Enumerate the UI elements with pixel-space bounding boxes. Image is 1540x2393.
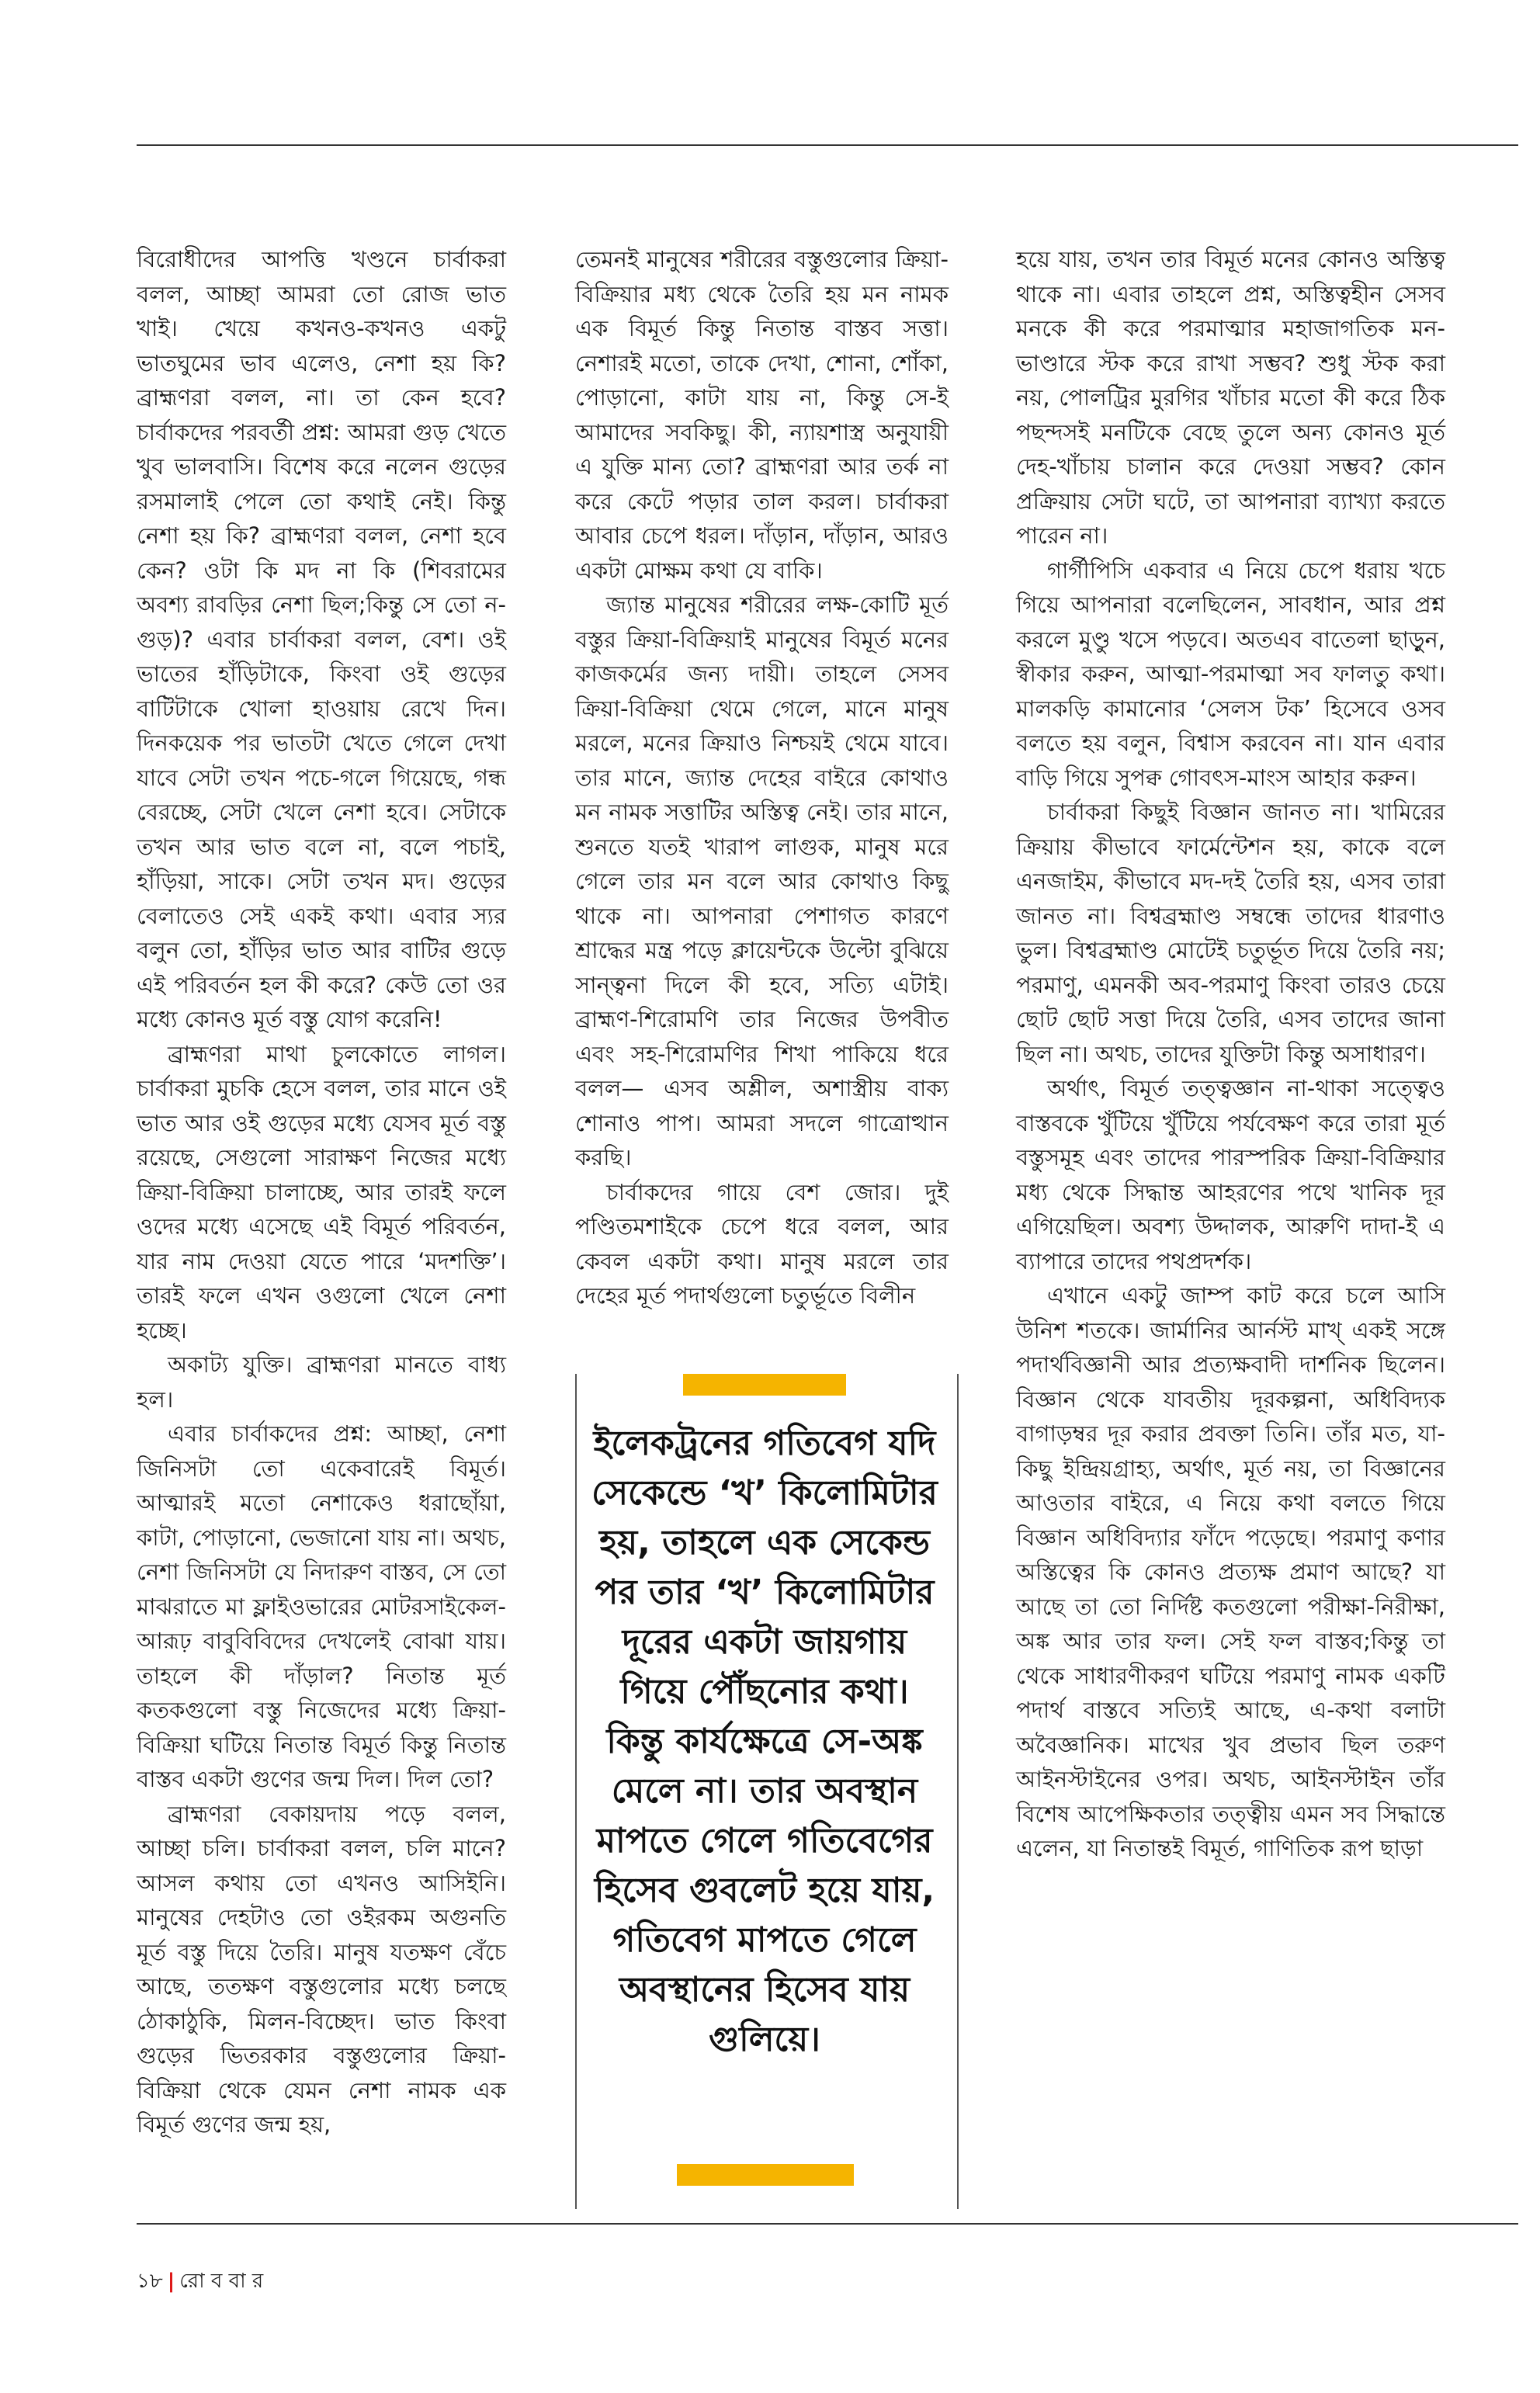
column-divider-right: [957, 1374, 959, 2209]
magazine-name: রো ব বা র: [179, 2270, 264, 2293]
article-column-2: [575, 242, 949, 1313]
page-footer: [137, 2265, 263, 2299]
paragraph: হয়ে যায়, তখন তার বিমূর্ত মনের কোনও অস্তিত্ব থাকে না। এবার তাহলে প্রশ্ন, অস্তিত্বহীন সেসব মনকে কী করে পরমাত্মার মহাজাগতিক মন-ভাণ্ডারে স্টক করে রাখা সম্ভব? শুধু স্টক করা নয়, পোলট্রির মুরগির খাঁচার মতো কী করে ঠিক পছন্দসই মনটিকে বেছে তুলে অন্য কোনও মূর্ত দেহ-খাঁচায় চালান করে দেওয়া সম্ভব? কোন প্রক্রিয়ায় সেটা ঘটে, তা আপনারা ব্যাখ্যা করতে পারেন না।: [1016, 246, 1445, 549]
column-divider-left: [575, 1374, 577, 2209]
paragraph: গার্গীপিসি একবার এ নিয়ে চেপে ধরায় খচে গিয়ে আপনারা বলেছিলেন, সাবধান, আর প্রশ্ন করলে মুণ্ডু খসে পড়বে। অতএব বাতেলা ছাড়ুন, স্বীকার করুন, আত্মা-পরমাত্মা সব ফালতু কথা। মালকড়ি কামানোর ‘সেলস টক’ হিসেবে ওসব বলতে হয় বলুন, বিশ্বাস করবেন না। যান এবার বাড়ি গিয়ে সুপক্ব গোবৎস-মাংস আহার করুন।: [1016, 557, 1445, 791]
paragraph: চার্বাকরা কিছুই বিজ্ঞান জানত না। খামিরের ক্রিয়ায় কীভাবে ফার্মেন্টেশন হয়, কাকে বলে এনজাইম, কীভাবে মদ-দই তৈরি হয়, এসব তারা জানত না। বিশ্বব্রহ্মাণ্ড সম্বন্ধে তাদের ধারণাও ভুল। বিশ্বব্রহ্মাণ্ড মোটেই চতুর্ভূত দিয়ে তৈরি নয়; পরমাণু, এমনকী অব-পরমাণু কিংবা তারও চেয়ে ছোট ছোট সত্তা দিয়ে তৈরি, এসব তাদের জানা ছিল না। অথচ, তাদের যুক্তিটা কিন্তু অসাধারণ।: [1016, 799, 1445, 1067]
pullquote: ইলেকট্রনের গতিবেগ যদি সেকেন্ডে ‘খ’ কিলোমিটার হয়, তাহলে এক সেকেন্ড পর তার ‘খ’ কিলোমিটার দূরের একটা জায়গায় গিয়ে পৌঁছনোর কথা। কিন্তু কার্যক্ষেত্রে সে-অঙ্ক মেলে না। তার অবস্থান মাপতে গেলে গতিবেগের হিসেব গুবলেট হয়ে যায়, গতিবেগ মাপতে গেলে অবস্থানের হিসেব যায় গুলিয়ে।: [591, 1424, 938, 2059]
pullquote-top-accent-bar: [683, 1374, 846, 1396]
paragraph: ব্রাহ্মণরা মাথা চুলকোতে লাগল। চার্বাকরা মুচকি হেসে বলল, তার মানে ওই ভাত আর ওই গুড়ের মধ্যে যেসব মূর্ত বস্তু রয়েছে, সেগুলো সারাক্ষণ নিজের মধ্যে ক্রিয়া-বিক্রিয়া চালাচ্ছে, আর তারই ফলে ওদের মধ্যে এসেছে এই বিমূর্ত পরিবর্তন, যার নাম দেওয়া যেতে পারে ‘মদশক্তি’। তারই ফলে এখন ওগুলো খেলে নেশা হচ্ছে।: [137, 1040, 506, 1344]
paragraph: চার্বাকদের গায়ে বেশ জোর। দুই পণ্ডিতমশাইকে চেপে ধরে বলল, আর কেবল একটা কথা। মানুষ মরলে তার দেহের মূর্ত পদার্থগুলো চতুর্ভূতে বিলীন: [575, 1178, 949, 1309]
bottom-rule: [137, 2223, 1518, 2225]
pullquote-bottom-accent-bar: [677, 2164, 854, 2186]
paragraph: অকাট্য যুক্তি। ব্রাহ্মণরা মানতে বাধ্য হল।: [137, 1351, 506, 1413]
paragraph: এখানে একটু জাম্প কাট করে চলে আসি উনিশ শতকে। জার্মানির আর্নস্ট মাখ্ একই সঙ্গে পদার্থবিজ্ঞানী আর প্রত্যক্ষবাদী দার্শনিক ছিলেন। বিজ্ঞান থেকে যাবতীয় দূরকল্পনা, অধিবিদ্যক বাগাড়ম্বর দূর করার প্রবক্তা তিনি। তাঁর মত, যা-কিছু ইন্দ্রিয়গ্রাহ্য, অর্থাৎ, মূর্ত নয়, তা বিজ্ঞানের আওতার বাইরে, এ নিয়ে কথা বলতে গিয়ে বিজ্ঞান অধিবিদ্যার ফাঁদে পড়েছে। পরমাণু কণার অস্তিত্বের কি কোনও প্রত্যক্ষ প্রমাণ আছে? যা আছে তা তো নির্দিষ্ট কতগুলো পরীক্ষা-নিরীক্ষা, অঙ্ক আর তার ফল। সেই ফল বাস্তব;কিন্তু তা থেকে সাধারণীকরণ ঘটিয়ে পরমাণু নামক একটি পদার্থ বাস্তবে সত্যিই আছে, এ-কথা বলাটা অবৈজ্ঞানিক। মাখের খুব প্রভাব ছিল তরুণ আইনস্টাইনের ওপর। অথচ, আইনস্টাইন তাঁর বিশেষ আপেক্ষিকতার তত্ত্বীয় এমন সব সিদ্ধান্তে এলেন, যা নিতান্তই বিমূর্ত, গাণিতিক রূপ ছাড়া: [1016, 1282, 1445, 1861]
paragraph: ব্রাহ্মণরা বেকায়দায় পড়ে বলল, আচ্ছা চলি। চার্বাকরা বলল, চলি মানে? আসল কথায় তো এখনও আসিইনি। মানুষের দেহটাও তো ওইরকম অগুনতি মূর্ত বস্তু দিয়ে তৈরি। মানুষ যতক্ষণ বেঁচে আছে, ততক্ষণ বস্তুগুলোর মধ্যে চলছে ঠোকাঠুকি, মিলন-বিচ্ছেদ। ভাত কিংবা গুড়ের ভিতরকার বস্তুগুলোর ক্রিয়া-বিক্রিয়া থেকে যেমন নেশা নামক এক বিমূর্ত গুণের জন্ম হয়,: [137, 1800, 506, 2138]
article-column-3: [1016, 242, 1445, 1866]
top-rule: [137, 144, 1518, 146]
paragraph: জ্যান্ত মানুষের শরীরের লক্ষ-কোটি মূর্ত বস্তুর ক্রিয়া-বিক্রিয়াই মানুষের বিমূর্ত মনের কাজকর্মের জন্য দায়ী। তাহলে সেসব ক্রিয়া-বিক্রিয়া থেমে গেলে, মানে মানুষ মরলে, মনের ক্রিয়াও নিশ্চয়ই থেমে যাবে। তার মানে, জ্যান্ত দেহের বাইরে কোথাও মন নামক সত্তাটির অস্তিত্ব নেই। তার মানে, শুনতে যতই খারাপ লাগুক, মানুষ মরে গেলে তার মন বলে আর কোথাও কিছু থাকে না। আপনারা পেশাগত কারণে শ্রাদ্ধের মন্ত্র পড়ে ক্লায়েন্টকে উল্টো বুঝিয়ে সান্ত্বনা দিলে কী হবে, সত্যি এটাই। ব্রাহ্মণ-শিরোমণি তার নিজের উপবীত এবং সহ-শিরোমণির শিখা পাকিয়ে ধরে বলল— এসব অশ্লীল, অশাস্ত্রীয় বাক্য শোনাও পাপ। আমরা সদলে গাত্রোত্থান করছি।: [575, 591, 949, 1170]
article-column-1: [137, 242, 506, 2142]
paragraph: বিরোধীদের আপত্তি খণ্ডনে চার্বাকরা বলল, আচ্ছা আমরা তো রোজ ভাত খাই। খেয়ে কখনও-কখনও একটু ভাতঘুমের ভাব এলেও, নেশা হয় কি? ব্রাহ্মণরা বলল, না। তা কেন হবে? চার্বাকদের পরবর্তী প্রশ্ন: আমরা গুড় খেতে খুব ভালবাসি। বিশেষ করে নলেন গুড়ের রসমালাই পেলে তো কথাই নেই। কিন্তু নেশা হয় কি? ব্রাহ্মণরা বলল, নেশা হবে কেন? ওটা কি মদ না কি (শিবরামের অবশ্য রাবড়ির নেশা ছিল;কিন্তু সে তো ন-গুড়)? এবার চার্বাকরা বলল, বেশ। ওই ভাতের হাঁড়িটাকে, কিংবা ওই গুড়ের বাটিটাকে খোলা হাওয়ায় রেখে দিন। দিনকয়েক পর ভাতটা খেতে গেলে দেখা যাবে সেটা তখন পচে-গলে গিয়েছে, গন্ধ বেরচ্ছে, সেটা খেলে নেশা হবে। সেটাকে তখন আর ভাত বলে না, বলে পচাই, হাঁড়িয়া, সাকে। সেটা তখন মদ। গুড়ের বেলাতেও সেই একই কথা। এবার স্যর বলুন তো, হাঁড়ির ভাত আর বাটির গুড়ে এই পরিবর্তন হল কী করে? কেউ তো ওর মধ্যে কোনও মূর্ত বস্তু যোগ করেনি!: [137, 246, 506, 1032]
paragraph: অর্থাৎ, বিমূর্ত তত্ত্বজ্ঞান না-থাকা সত্ত্বেও বাস্তবকে খুঁটিয়ে খুঁটিয়ে পর্যবেক্ষণ করে তারা মূর্ত বস্তুসমূহ এবং তাদের পারস্পরিক ক্রিয়া-বিক্রিয়ার মধ্য থেকে সিদ্ধান্ত আহরণের পথে খানিক দূর এগিয়েছিল। অবশ্য উদ্দালক, আরুণি দাদা-ই এ ব্যাপারে তাদের পথপ্রদর্শক।: [1016, 1075, 1445, 1275]
paragraph: তেমনই মানুষের শরীরের বস্তুগুলোর ক্রিয়া-বিক্রিয়ার মধ্য থেকে তৈরি হয় মন নামক এক বিমূর্ত কিন্তু নিতান্ত বাস্তব সত্তা। নেশারই মতো, তাকে দেখা, শোনা, শোঁকা, পোড়ানো, কাটা যায় না, কিন্তু সে-ই আমাদের সবকিছু। কী, ন্যায়শাস্ত্র অনুযায়ী এ যুক্তি মান্য তো? ব্রাহ্মণরা আর তর্ক না করে কেটে পড়ার তাল করল। চার্বাকরা আবার চেপে ধরল। দাঁড়ান, দাঁড়ান, আরও একটা মোক্ষম কথা যে বাকি।: [575, 246, 949, 584]
paragraph: এবার চার্বাকদের প্রশ্ন: আচ্ছা, নেশা জিনিসটা তো একেবারেই বিমূর্ত। আত্মারই মতো নেশাকেও ধরাছোঁয়া, কাটা, পোড়ানো, ভেজানো যায় না। অথচ, নেশা জিনিসটা যে নিদারুণ বাস্তব, সে তো মাঝরাতে মা ফ্লাইওভারের মোটরসাইকেল-আরূঢ় বাবুবিবিদের দেখলেই বোঝা যায়। তাহলে কী দাঁড়াল? নিতান্ত মূর্ত কতকগুলো বস্তু নিজেদের মধ্যে ক্রিয়া-বিক্রিয়া ঘটিয়ে নিতান্ত বিমূর্ত কিন্তু নিতান্ত বাস্তব একটা গুণের জন্ম দিল। দিল তো?: [137, 1420, 506, 1792]
footer-separator: |: [167, 2270, 175, 2293]
page-number: ১৮: [137, 2270, 163, 2293]
